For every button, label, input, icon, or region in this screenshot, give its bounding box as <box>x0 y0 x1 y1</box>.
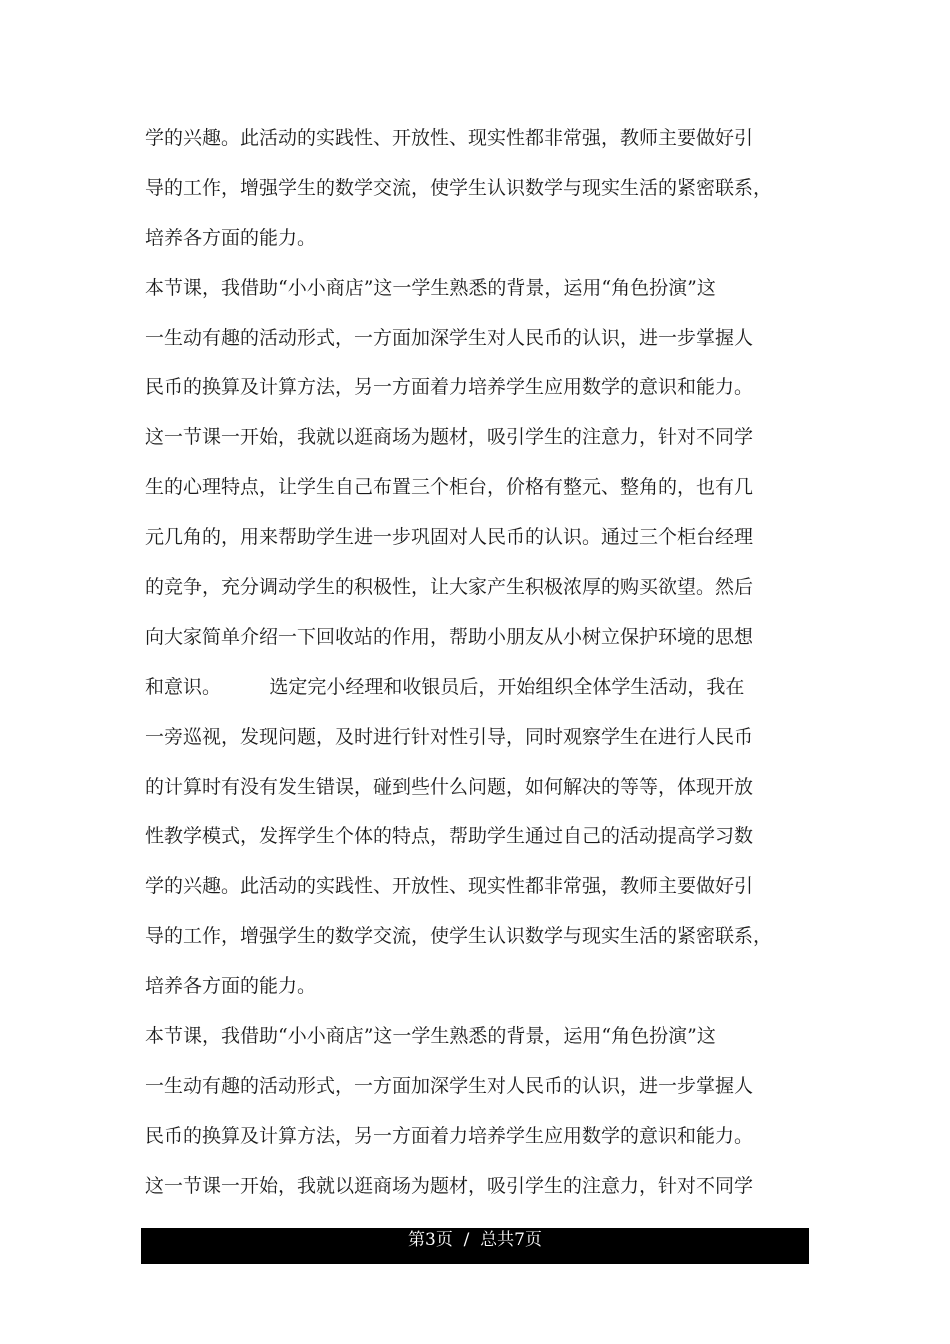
text-line-1: 学的兴趣。此活动的实践性、开放性、现实性都非常强，教师主要做好引 <box>145 127 754 149</box>
text-line-17: 导的工作，增强学生的数学交流，使学生认识数学与现实生活的紧密联系， <box>145 925 773 948</box>
page-footer <box>141 1228 809 1264</box>
text-line-5: 一生动有趣的活动形式，一方面加深学生对人民币的认识，进一步掌握人 <box>145 326 754 349</box>
text-line-9: 元几角的，用来帮助学生进一步巩固对人民币的认识。通过三个柜台经理 <box>145 526 754 549</box>
text-line-18: 培养各方面的能力。 <box>145 975 317 998</box>
text-line-19: 本节课，我借助“小小商店”这一学生熟悉的背景，运用“角色扮演”这 <box>145 1025 716 1048</box>
page-number-label: 第3页 / 总共7页 <box>408 1230 542 1250</box>
text-line-10: 的竞争，充分调动学生的积极性，让大家产生积极浓厚的购买欲望。然后 <box>145 576 754 599</box>
text-line-7: 这一节课一开始，我就以逛商场为题材，吸引学生的注意力，针对不同学 <box>145 426 754 449</box>
text-line-15: 性教学模式，发挥学生个体的特点，帮助学生通过自己的活动提高学习数 <box>145 825 754 848</box>
text-line-13: 一旁巡视，发现问题，及时进行针对性引导，同时观察学生在进行人民币 <box>145 725 754 748</box>
text-line-12: 和意识。 选定完小经理和收银员后，开始组织全体学生活动，我在 <box>145 675 745 698</box>
text-line-22: 这一节课一开始，我就以逛商场为题材，吸引学生的注意力，针对不同学 <box>145 1174 754 1197</box>
text-line-16: 学的兴趣。此活动的实践性、开放性、现实性都非常强，教师主要做好引 <box>145 875 754 898</box>
text-line-4: 本节课，我借助“小小商店”这一学生熟悉的背景，运用“角色扮演”这 <box>145 276 716 299</box>
text-line-2: 导的工作，增强学生的数学交流，使学生认识数学与现实生活的紧密联系， <box>145 176 773 199</box>
text-line-14: 的计算时有没有发生错误，碰到些什么问题，如何解决的等等，体现开放 <box>145 775 754 798</box>
text-line-3: 培养各方面的能力。 <box>145 226 317 249</box>
text-line-6: 民币的换算及计算方法，另一方面着力培养学生应用数学的意识和能力。 <box>145 376 754 399</box>
text-line-20: 一生动有趣的活动形式，一方面加深学生对人民币的认识，进一步掌握人 <box>145 1074 754 1097</box>
text-line-11: 向大家简单介绍一下回收站的作用，帮助小朋友从小树立保护环境的思想 <box>145 625 754 648</box>
text-line-21: 民币的换算及计算方法，另一方面着力培养学生应用数学的意识和能力。 <box>145 1124 754 1147</box>
body-text <box>145 114 807 1212</box>
text-line-8: 生的心理特点，让学生自己布置三个柜台，价格有整元、整角的，也有几 <box>145 476 754 499</box>
